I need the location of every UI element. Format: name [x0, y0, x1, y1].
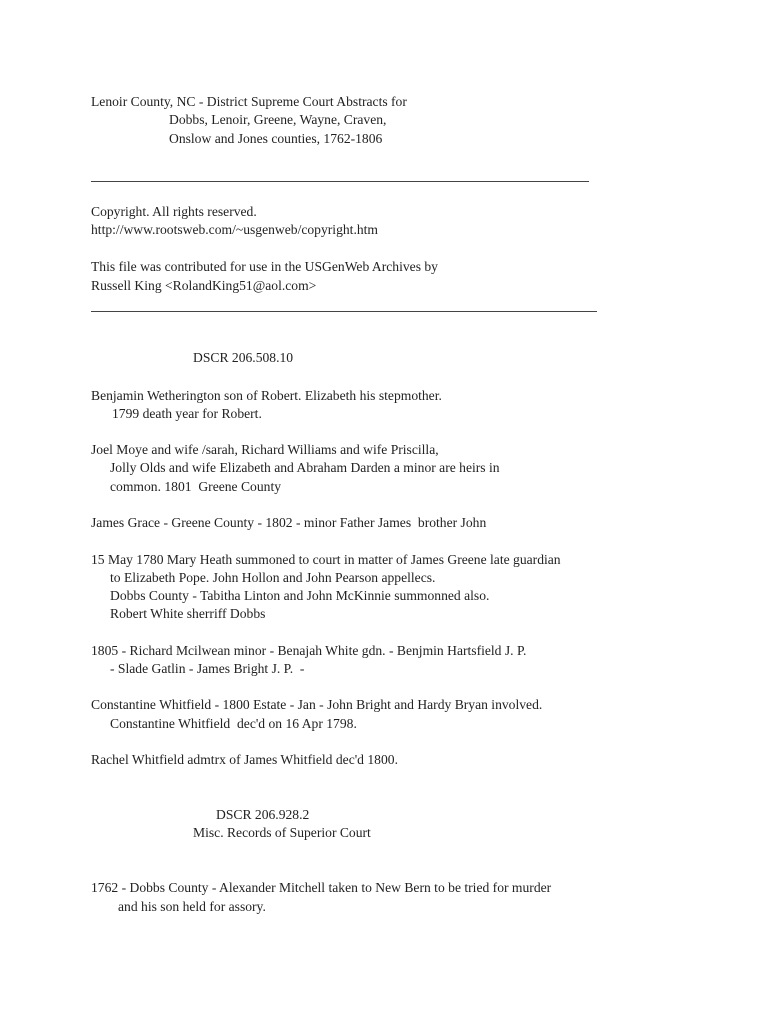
entry-line: 1805 - Richard Mcilwean minor - Benajah White gdn. - Benjmin Hartsfield J. P.	[91, 643, 527, 658]
section-heading: DSCR 206.928.2	[216, 807, 310, 822]
document-title-line-3: Onslow and Jones counties, 1762-1806	[169, 131, 383, 146]
section-heading: DSCR 206.508.10	[193, 350, 294, 365]
entry-continuation: Dobbs County - Tabitha Linton and John McKinnie summonned also.	[110, 588, 490, 603]
horizontal-rule-top	[91, 181, 589, 182]
copyright-url: http://www.rootsweb.com/~usgenweb/copyright.htm	[91, 222, 378, 237]
entry-continuation: common. 1801 Greene County	[110, 479, 282, 494]
entry-line: Constantine Whitfield - 1800 Estate - Jan - John Bright and Hardy Bryan involved.	[91, 697, 543, 712]
contributor-name: Russell King <RolandKing51@aol.com>	[91, 278, 317, 293]
entry-continuation: - Slade Gatlin - James Bright J. P. -	[110, 661, 305, 676]
document-title-line-2: Dobbs, Lenoir, Greene, Wayne, Craven,	[169, 112, 387, 127]
entry-continuation: Constantine Whitfield dec'd on 16 Apr 1798.	[110, 716, 357, 731]
entry-line: James Grace - Greene County - 1802 - minor Father James brother John	[91, 515, 487, 530]
copyright-line: Copyright. All rights reserved.	[91, 204, 257, 219]
entry-continuation: and his son held for assory.	[118, 899, 266, 914]
entry-continuation: 1799 death year for Robert.	[112, 406, 262, 421]
horizontal-rule-bottom	[91, 311, 597, 312]
entry-line: Benjamin Wetherington son of Robert. Elizabeth his stepmother.	[91, 388, 442, 403]
entry-line: 1762 - Dobbs County - Alexander Mitchell taken to New Bern to be tried for murder	[91, 880, 552, 895]
contributor-line: This file was contributed for use in the USGenWeb Archives by	[91, 259, 438, 274]
entry-line: Rachel Whitfield admtrx of James Whitfield dec'd 1800.	[91, 752, 398, 767]
document-title-line-1: Lenoir County, NC - District Supreme Court Abstracts for	[91, 94, 407, 109]
entry-continuation: Robert White sherriff Dobbs	[110, 606, 266, 621]
section-subheading: Misc. Records of Superior Court	[193, 825, 371, 840]
entry-continuation: to Elizabeth Pope. John Hollon and John Pearson appellecs.	[110, 570, 436, 585]
entry-line: 15 May 1780 Mary Heath summoned to court in matter of James Greene late guardian	[91, 552, 561, 567]
entry-line: Joel Moye and wife /sarah, Richard Williams and wife Priscilla,	[91, 442, 439, 457]
entry-continuation: Jolly Olds and wife Elizabeth and Abraham Darden a minor are heirs in	[110, 460, 500, 475]
